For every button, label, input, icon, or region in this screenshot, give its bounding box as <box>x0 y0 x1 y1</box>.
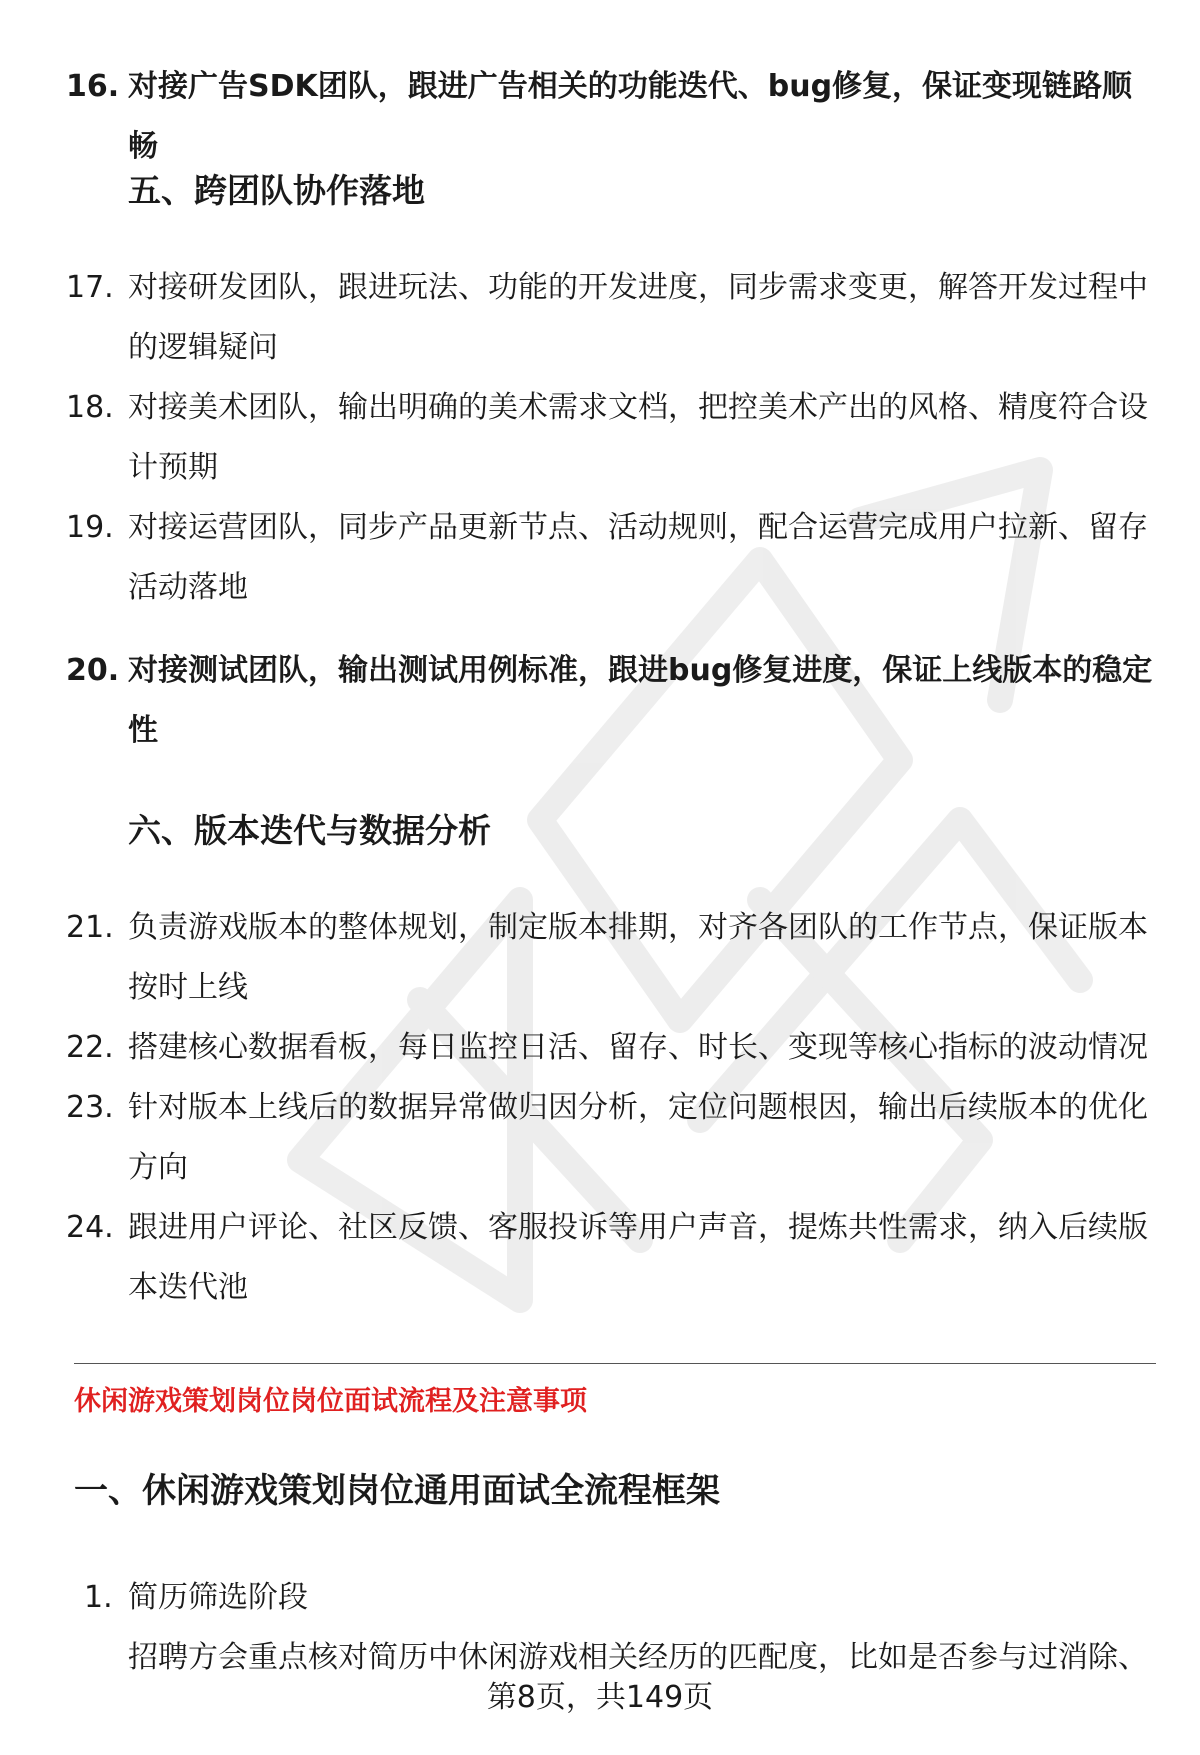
item-text: 针对版本上线后的数据异常做归因分析，定位问题根因，输出后续版本的优化方向 <box>128 1090 1148 1185</box>
list-item-16 <box>66 57 1156 177</box>
section-heading-five: 五、跨团队协作落地 <box>128 171 425 210</box>
item-number: 17. <box>66 270 114 305</box>
list-item-21 <box>66 898 1156 1018</box>
item-text: 负责游戏版本的整体规划，制定版本排期，对齐各团队的工作节点，保证版本按时上线 <box>128 910 1148 1005</box>
item-number: 22. <box>66 1030 114 1065</box>
item-text: 对接运营团队，同步产品更新节点、活动规则，配合运营完成用户拉新、留存活动落地 <box>128 510 1148 605</box>
list-item-19 <box>66 498 1156 618</box>
section-divider <box>74 1363 1156 1364</box>
item-text: 对接美术团队，输出明确的美术需求文档，把控美术产出的风格、精度符合设计预期 <box>128 390 1148 485</box>
item-number: 24. <box>66 1210 114 1245</box>
item-number: 21. <box>66 910 114 945</box>
item-number: 1. <box>84 1580 113 1615</box>
stage-title: 简历筛选阶段 <box>128 1580 308 1615</box>
item-text: 对接测试团队，输出测试用例标准，跟进bug修复进度，保证上线版本的稳定性 <box>128 653 1153 748</box>
stage-item-1 <box>66 1568 1156 1688</box>
item-number: 19. <box>66 510 114 545</box>
framework-heading: 一、休闲游戏策划岗位通用面试全流程框架 <box>74 1471 720 1511</box>
section-heading-six: 六、版本迭代与数据分析 <box>128 811 491 850</box>
item-text: 对接广告SDK团队，跟进广告相关的功能迭代、bug修复，保证变现链路顺畅 <box>128 69 1133 164</box>
item-text: 对接研发团队，跟进玩法、功能的开发进度，同步需求变更，解答开发过程中的逻辑疑问 <box>128 270 1148 365</box>
page-footer: 第8页，共149页 <box>486 1680 714 1715</box>
item-number: 20. <box>66 653 120 688</box>
list-item-20 <box>66 641 1156 761</box>
item-number: 18. <box>66 390 114 425</box>
item-text: 搭建核心数据看板，每日监控日活、留存、时长、变现等核心指标的波动情况 <box>128 1030 1148 1065</box>
list-item-18 <box>66 378 1156 498</box>
list-item-23 <box>66 1078 1156 1198</box>
item-text: 跟进用户评论、社区反馈、客服投诉等用户声音，提炼共性需求，纳入后续版本迭代池 <box>128 1210 1148 1305</box>
list-item-22 <box>66 1018 1156 1078</box>
stage-text: 招聘方会重点核对简历中休闲游戏相关经历的匹配度，比如是否参与过消除、 <box>128 1640 1148 1675</box>
item-number: 16. <box>66 69 120 104</box>
list-item-17 <box>66 258 1156 378</box>
item-number: 23. <box>66 1090 114 1125</box>
list-item-24 <box>66 1198 1156 1318</box>
interview-title: 休闲游戏策划岗位岗位面试流程及注意事项 <box>74 1386 587 1417</box>
